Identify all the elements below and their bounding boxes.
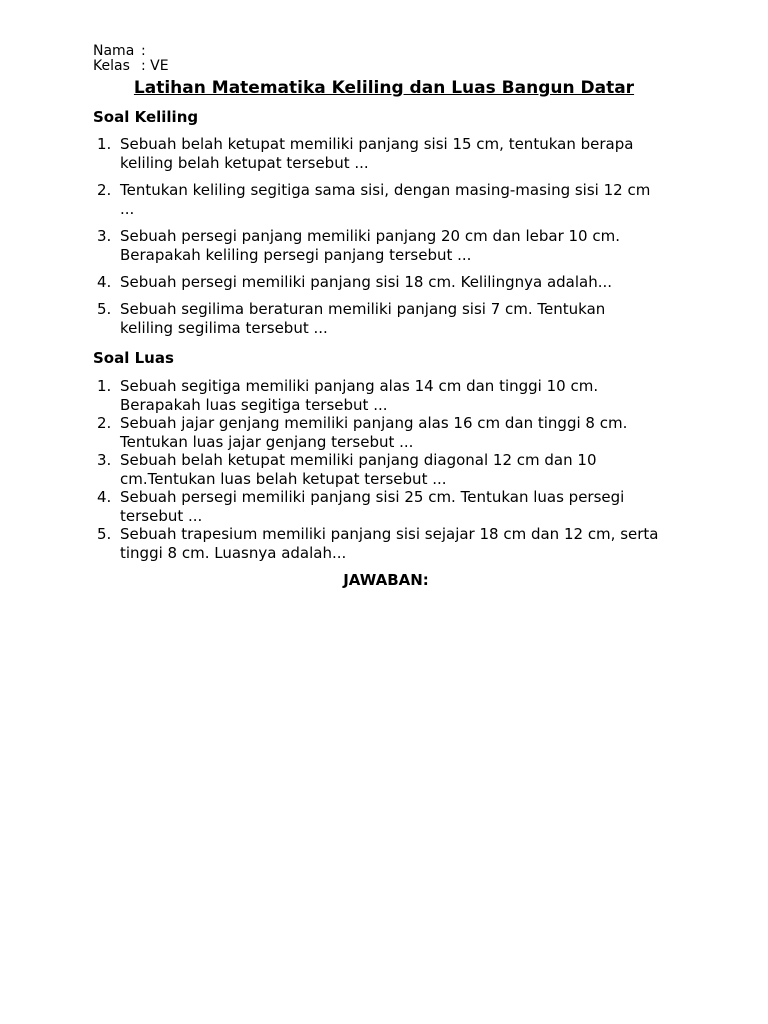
question-number: 4. bbox=[97, 488, 112, 506]
list-item bbox=[93, 273, 663, 292]
question-text: Sebuah segilima beraturan memiliki panjang sisi 7 cm. Tentukan keliling segilima tersebut ... bbox=[120, 300, 606, 337]
question-text: Sebuah jajar genjang memiliki panjang alas 16 cm dan tinggi 8 cm. Tentukan luas jajar genjang tersebut ... bbox=[120, 414, 628, 451]
list-item bbox=[93, 181, 663, 219]
question-text: Sebuah belah ketupat memiliki panjang diagonal 12 cm dan 10 cm.Tentukan luas belah ketupat tersebut ... bbox=[120, 451, 597, 488]
question-text: Sebuah trapesium memiliki panjang sisi sejajar 18 cm dan 12 cm, serta tinggi 8 cm. Luasnya adalah... bbox=[120, 525, 659, 562]
list-item bbox=[93, 377, 663, 414]
question-text: Sebuah persegi memiliki panjang sisi 18 cm. Kelilingnya adalah... bbox=[120, 273, 613, 291]
name-label: Nama bbox=[93, 43, 135, 59]
list-item bbox=[93, 525, 663, 562]
list-item bbox=[93, 488, 663, 525]
question-number: 2. bbox=[97, 181, 112, 199]
list-item bbox=[93, 451, 663, 488]
question-number: 5. bbox=[97, 525, 112, 543]
question-text: Tentukan keliling segitiga sama sisi, dengan masing-masing sisi 12 cm ... bbox=[120, 181, 651, 218]
question-number: 4. bbox=[97, 273, 112, 291]
luas-heading: Soal Luas bbox=[93, 349, 174, 367]
question-text: Sebuah belah ketupat memiliki panjang sisi 15 cm, tentukan berapa keliling belah ketupat tersebut ... bbox=[120, 135, 634, 172]
question-number: 5. bbox=[97, 300, 112, 318]
class-separator: : bbox=[141, 58, 146, 74]
name-separator: : bbox=[141, 43, 146, 59]
question-number: 3. bbox=[97, 451, 112, 469]
list-item bbox=[93, 135, 663, 173]
question-text: Sebuah persegi panjang memiliki panjang 20 cm dan lebar 10 cm. Berapakah keliling persegi panjang tersebut ... bbox=[120, 227, 620, 264]
answer-heading: JAWABAN: bbox=[343, 571, 429, 589]
list-item bbox=[93, 300, 663, 338]
document-title: Latihan Matematika Keliling dan Luas Bangun Datar bbox=[133, 78, 635, 98]
luas-question-list bbox=[93, 377, 663, 562]
class-value: VE bbox=[150, 58, 169, 74]
keliling-question-list bbox=[93, 135, 663, 346]
student-name-line bbox=[93, 43, 150, 59]
question-number: 1. bbox=[97, 135, 112, 153]
class-label: Kelas bbox=[93, 58, 130, 74]
question-number: 3. bbox=[97, 227, 112, 245]
student-class-line bbox=[93, 58, 169, 74]
list-item bbox=[93, 227, 663, 265]
list-item bbox=[93, 414, 663, 451]
question-text: Sebuah segitiga memiliki panjang alas 14 cm dan tinggi 10 cm. Berapakah luas segitiga tersebut ... bbox=[120, 377, 599, 414]
question-number: 2. bbox=[97, 414, 112, 432]
question-number: 1. bbox=[97, 377, 112, 395]
question-text: Sebuah persegi memiliki panjang sisi 25 cm. Tentukan luas persegi tersebut ... bbox=[120, 488, 625, 525]
keliling-heading: Soal Keliling bbox=[93, 108, 199, 126]
